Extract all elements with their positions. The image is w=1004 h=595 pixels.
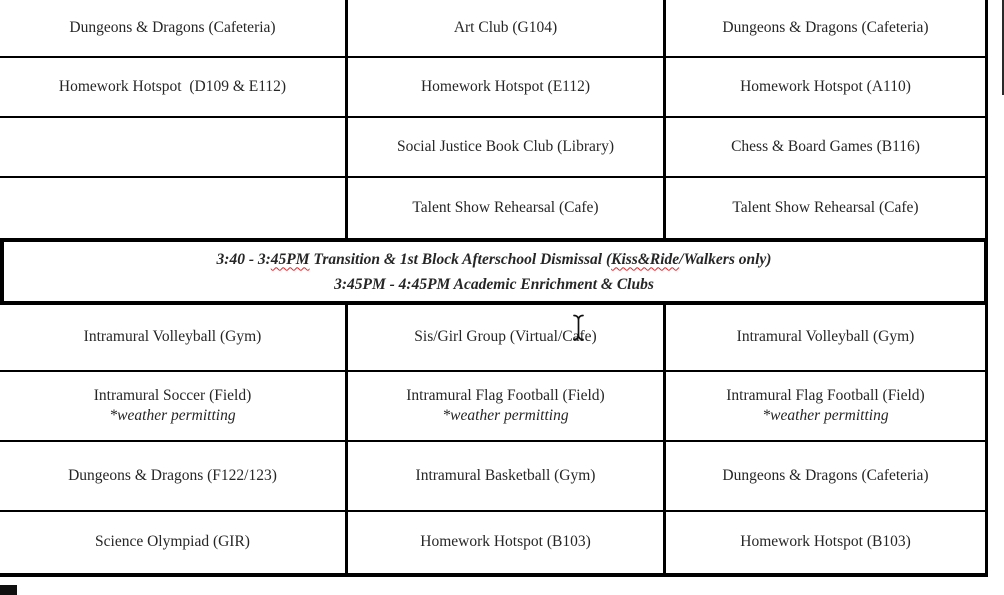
cell-text: Homework Hotspot (E112) (420, 77, 591, 95)
cell-text: Chess & Board Games (B116) (731, 137, 920, 155)
cell-text: Intramural Volleyball (Gym) (83, 328, 262, 346)
schedule-cell[interactable] (666, 178, 988, 238)
bottom-left-window-fragment (0, 585, 17, 595)
schedule-cell[interactable] (666, 372, 988, 442)
cell-text: Homework Hotspot (A110) (740, 77, 911, 95)
cell-text: Dungeons & Dragons (Cafeteria) (722, 466, 929, 484)
schedule-cell[interactable] (348, 58, 666, 118)
schedule-cell[interactable] (0, 442, 348, 512)
cell-note: *weather permitting (109, 407, 236, 424)
cell-text: Talent Show Rehearsal (Cafe) (732, 198, 919, 216)
schedule-cell[interactable] (348, 118, 666, 178)
cell-note: *weather permitting (442, 407, 569, 424)
spellcheck-squiggle-text: 45PM (270, 250, 310, 268)
cell-text: Homework Hotspot (B103) (420, 533, 591, 551)
cell-text: Intramural Volleyball (Gym) (736, 328, 915, 346)
cell-text: Intramural Basketball (Gym) (415, 466, 596, 484)
schedule-cell[interactable] (348, 442, 666, 512)
cell-text: Dungeons & Dragons (Cafeteria) (69, 18, 276, 36)
schedule-cell[interactable] (0, 0, 348, 58)
schedule-cell[interactable] (348, 372, 666, 442)
cell-text: Homework Hotspot (B103) (740, 533, 911, 551)
schedule-cell[interactable] (666, 305, 988, 372)
spellcheck-squiggle-text: Kiss&Ride (611, 250, 680, 268)
cell-text: Art Club (G104) (453, 18, 558, 36)
schedule-cell[interactable] (666, 0, 988, 58)
schedule-cell[interactable] (348, 0, 666, 58)
schedule-cell-empty[interactable] (0, 118, 348, 178)
schedule-cell[interactable] (0, 305, 348, 372)
cell-text: Dungeons & Dragons (F122/123) (68, 466, 277, 484)
schedule-cell[interactable] (666, 58, 988, 118)
banner-text: /Walkers only) (679, 250, 772, 268)
banner-line-2: 3:45PM - 4:45PM Academic Enrichment & Clubs (334, 275, 654, 293)
cell-text: Talent Show Rehearsal (Cafe) (412, 198, 599, 216)
cell-text: Intramural Flag Football (Field) (406, 386, 605, 404)
schedule-cell[interactable] (0, 58, 348, 118)
schedule-cell[interactable] (348, 512, 666, 577)
cell-text: Sis/Girl Group (Virtual/Cafe) (414, 328, 597, 346)
cell-text: Dungeons & Dragons (Cafeteria) (722, 18, 929, 36)
cell-note: *weather permitting (762, 407, 889, 424)
cell-text: Homework Hotspot (D109 & E112) (58, 77, 287, 95)
banner-text: Transition & 1st Block Afterschool Dismissal ( (309, 250, 612, 268)
schedule-cell[interactable] (348, 305, 666, 372)
cell-text: Intramural Flag Football (Field) (726, 386, 925, 404)
schedule-cell[interactable] (0, 372, 348, 442)
transition-banner-cell[interactable] (0, 238, 988, 305)
schedule-cell-empty[interactable] (0, 178, 348, 238)
banner-text: 3:40 - 3: (216, 250, 271, 268)
schedule-cell[interactable] (0, 512, 348, 577)
cell-text: Social Justice Book Club (Library) (397, 137, 614, 155)
schedule-cell[interactable] (348, 178, 666, 238)
banner-line-1 (217, 247, 772, 272)
schedule-cell[interactable] (666, 118, 988, 178)
schedule-cell[interactable] (666, 512, 988, 577)
cell-text: Intramural Soccer (Field) (93, 386, 252, 404)
schedule-cell[interactable] (666, 442, 988, 512)
cell-text: Science Olympiad (GIR) (95, 533, 250, 551)
